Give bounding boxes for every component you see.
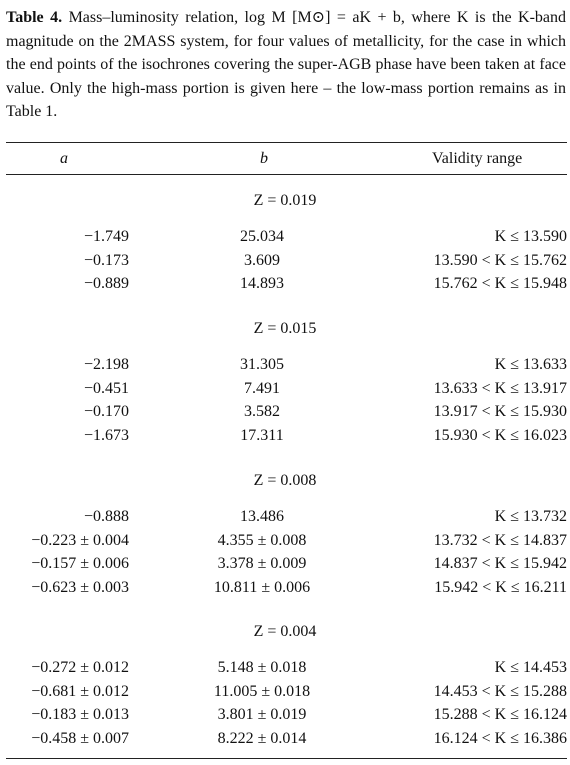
table-label: Table 4. [6, 9, 63, 26]
cell-validity-range: 13.590 < K ≤ 15.762 [433, 251, 567, 269]
cell-a: −0.681 ± 0.012 [31, 682, 129, 700]
cell-b: 7.491 [244, 379, 280, 397]
cell-b: 25.034 [240, 228, 284, 245]
cell-b: 17.311 [240, 426, 284, 444]
cell-validity-range: 13.633 < K ≤ 13.917 [433, 379, 567, 397]
table-caption [6, 6, 566, 124]
cell-validity-range: 15.762 < K ≤ 15.948 [433, 275, 567, 292]
cell-b: 3.801 ± 0.019 [217, 706, 307, 723]
cell-a: −0.888 [83, 508, 129, 525]
cell-a: −0.272 ± 0.012 [31, 659, 129, 676]
cell-b: 14.893 [240, 275, 284, 292]
cell-validity-range: K ≤ 13.732 [494, 508, 567, 525]
cell-validity-range: K ≤ 13.633 [494, 356, 567, 373]
cell-b: 13.486 [240, 508, 284, 525]
column-header-range: Validity range [432, 150, 523, 167]
cell-a: −0.173 [83, 251, 129, 269]
cell-a: −0.157 ± 0.006 [31, 555, 129, 572]
header-rule [6, 174, 567, 175]
cell-b: 3.378 ± 0.009 [217, 555, 307, 572]
cell-validity-range: 15.930 < K ≤ 16.023 [433, 426, 567, 444]
cell-a: −0.170 [83, 403, 129, 420]
cell-a: −1.749 [83, 228, 129, 245]
cell-b: 4.355 ± 0.008 [217, 531, 307, 549]
cell-validity-range: 13.732 < K ≤ 14.837 [433, 531, 567, 549]
top-rule [6, 142, 567, 143]
cell-b: 11.005 ± 0.018 [213, 682, 311, 700]
cell-validity-range: 13.917 < K ≤ 15.930 [433, 403, 567, 420]
cell-a: −0.889 [83, 275, 129, 292]
cell-b: 5.148 ± 0.018 [217, 659, 307, 676]
cell-b: 8.222 ± 0.014 [217, 729, 307, 747]
caption-text: Mass–luminosity relation, log M [M⊙] = aK + b, where K is the K-band magnitude on the 2MASS system, for four values of metallicity, for the case in which the end points of the isochrones covering the super-AGB phase have been taken at face value. Only the high-mass portion is given here – the low-mass portion remains as in Table 1. [6, 9, 567, 120]
cell-a: −0.223 ± 0.004 [31, 531, 129, 549]
cell-b: 3.582 [244, 403, 280, 420]
bottom-rule [6, 758, 567, 759]
cell-a: −0.623 ± 0.003 [31, 578, 129, 596]
cell-validity-range: 16.124 < K ≤ 16.386 [433, 729, 567, 747]
cell-b: 31.305 [240, 356, 284, 373]
cell-a: −2.198 [83, 356, 129, 373]
column-header-b: b [260, 150, 268, 167]
metallicity-header: Z = 0.019 [253, 192, 317, 209]
metallicity-header: Z = 0.004 [253, 623, 317, 640]
cell-validity-range: K ≤ 13.590 [494, 228, 567, 245]
cell-validity-range: 15.942 < K ≤ 16.211 [434, 578, 567, 596]
cell-a: −0.451 [83, 379, 129, 397]
metallicity-header: Z = 0.015 [253, 320, 317, 337]
metallicity-header: Z = 0.008 [253, 472, 317, 489]
cell-b: 10.811 ± 0.006 [213, 578, 311, 596]
cell-a: −1.673 [83, 426, 129, 444]
cell-b: 3.609 [244, 251, 280, 269]
cell-a: −0.458 ± 0.007 [31, 729, 129, 747]
column-header-a: a [60, 150, 68, 167]
cell-validity-range: 14.453 < K ≤ 15.288 [433, 682, 567, 700]
cell-a: −0.183 ± 0.013 [31, 706, 129, 723]
cell-validity-range: K ≤ 14.453 [494, 659, 567, 676]
cell-validity-range: 15.288 < K ≤ 16.124 [433, 706, 567, 723]
cell-validity-range: 14.837 < K ≤ 15.942 [433, 555, 567, 572]
